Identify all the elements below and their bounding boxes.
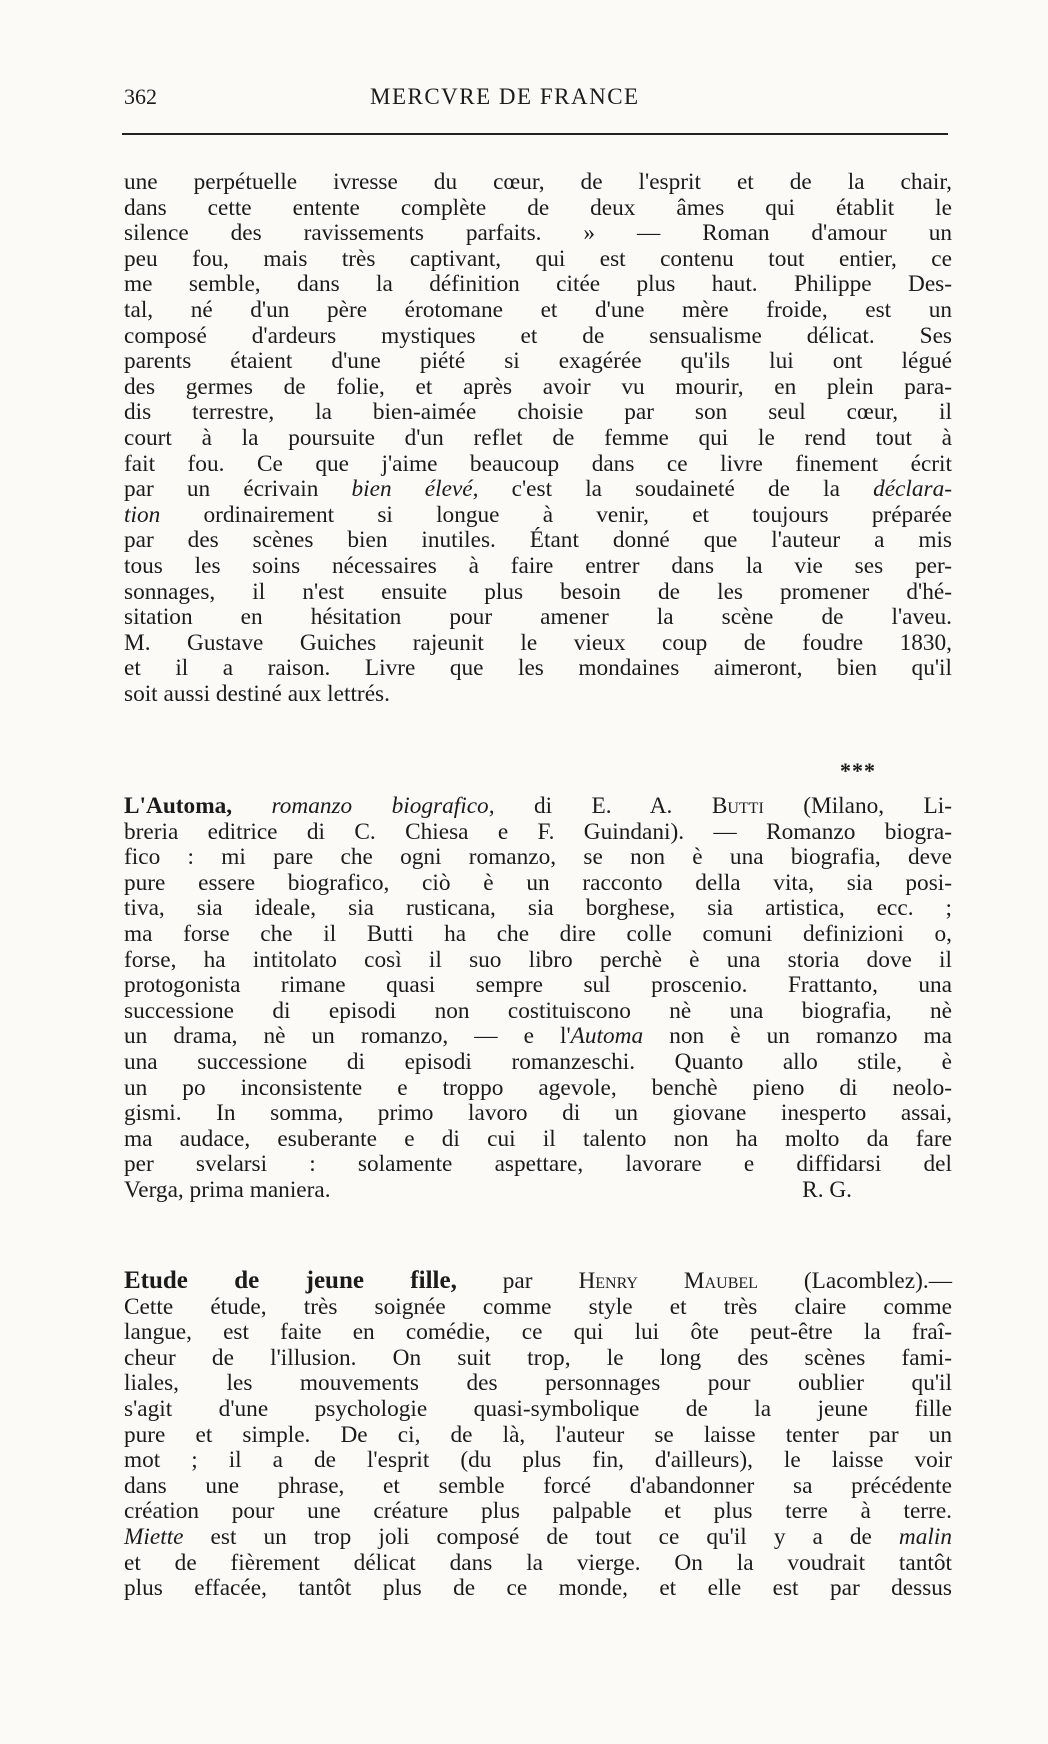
text-line: des germes de folie, et après avoir vu mourir, en plein para- bbox=[124, 373, 952, 400]
text-run: c'est la soudaineté de la bbox=[478, 476, 874, 503]
text-line: liales, les mouvements des personnages pour oublier qu'il bbox=[124, 1370, 952, 1397]
text-line: dans une phrase, et semble forcé d'abandonner sa précédente bbox=[124, 1472, 952, 1499]
text-line: Cette étude, très soignée comme style et très claire comme bbox=[124, 1293, 952, 1320]
text-line: una successione di episodi romanzeschi. Quanto allo stile, è bbox=[124, 1048, 952, 1075]
text-line: silence des ravissements parfaits. » — Roman d'amour un bbox=[124, 220, 952, 247]
review-automa bbox=[124, 794, 952, 1204]
review-heading bbox=[124, 1268, 952, 1295]
text-line: par des scènes bien inutiles. Étant donné que l'auteur a mis bbox=[124, 527, 952, 554]
text-line: parents étaient d'une piété si exagérée qu'ils lui ont légué bbox=[124, 348, 952, 375]
review-title: L'Automa, bbox=[124, 793, 233, 819]
text-line bbox=[124, 477, 952, 503]
text-line: forse, ha intitolato così il suo libro perchè è una storia dove il bbox=[124, 946, 952, 973]
text-line: gismi. In somma, primo lavoro di un giovane inesperto assai, bbox=[124, 1100, 952, 1127]
text-line: tal, né d'un père érotomane et d'une mère froide, est un bbox=[124, 296, 952, 323]
text-run: est un trop joli composé de tout ce qu'il y a de bbox=[183, 1523, 899, 1550]
text-line: et il a raison. Livre que les mondaines aimeront, bien qu'il bbox=[124, 655, 952, 682]
text-line bbox=[124, 1178, 952, 1204]
text-line: dans cette entente complète de deux âmes qui établit le bbox=[124, 194, 952, 221]
text-line: peu fou, mais très captivant, qui est contenu tout entier, ce bbox=[124, 245, 952, 272]
text-line: tiva, sia ideale, sia rusticana, sia borghese, sia artistica, ecc. ; bbox=[124, 895, 952, 922]
text-run: non è un romanzo ma bbox=[643, 1023, 952, 1050]
text-line: pure et simple. De ci, de là, l'auteur se laisse tenter par un bbox=[124, 1421, 952, 1448]
text-line: une perpétuelle ivresse du cœur, de l'esprit et de la chair, bbox=[124, 169, 952, 195]
running-head: MERCVRE DE FRANCE bbox=[370, 84, 640, 109]
text-line: successione di episodi non costituiscono nè una biografia, nè bbox=[124, 997, 952, 1024]
text-line: M. Gustave Guiches rajeunit le vieux coup de foudre 1830, bbox=[124, 629, 952, 656]
text-run: di E. A. bbox=[494, 793, 712, 819]
text-line: cheur de l'illusion. On suit trop, le long des scènes fami- bbox=[124, 1344, 952, 1371]
text-line: me semble, dans la définition citée plus haut. Philippe Des- bbox=[124, 271, 952, 298]
review-heading bbox=[124, 794, 952, 820]
text-line: mot ; il a de l'esprit (du plus fin, d'ailleurs), le laisse voir bbox=[124, 1447, 952, 1474]
text-run: par bbox=[456, 1268, 579, 1294]
review-author: Henry Maubel bbox=[578, 1268, 758, 1294]
text-run: un drama, nè un romanzo, — e l' bbox=[124, 1023, 571, 1050]
text-run: Verga, prima maniera. bbox=[124, 1176, 331, 1203]
text-line bbox=[124, 1525, 952, 1551]
italic-run: déclara- bbox=[873, 476, 952, 503]
text-line: sonnages, il n'est ensuite plus besoin de les promener d'hé- bbox=[124, 578, 952, 605]
text-line: dis terrestre, la bien-aimée choisie par son seul cœur, il bbox=[124, 399, 952, 426]
review-title: Etude de jeune fille, bbox=[124, 1267, 457, 1294]
italic-run: Automa bbox=[570, 1023, 644, 1050]
text-line: fico : mi pare che ogni romanzo, se non è una biografia, deve bbox=[124, 844, 952, 871]
text-line: ma audace, esuberante e di cui il talento non ha molto da fare bbox=[124, 1125, 952, 1152]
text-line bbox=[124, 503, 952, 529]
text-line: tous les soins nécessaires à faire entrer dans la vie ses per- bbox=[124, 552, 952, 579]
text-line: breria editrice di C. Chiesa e F. Guindani). — Romanzo biogra- bbox=[124, 818, 952, 845]
text-line: composé d'ardeurs mystiques et de sensualisme délicat. Ses bbox=[124, 322, 952, 349]
review-signature: R. G. bbox=[802, 1176, 852, 1203]
review-etude bbox=[124, 1268, 952, 1602]
text-line: soit aussi destiné aux lettrés. bbox=[124, 680, 390, 707]
review-publisher: (Lacomblez).— bbox=[757, 1268, 952, 1294]
text-line: court à la poursuite d'un reflet de femme qui le rend tout à bbox=[124, 424, 952, 451]
text-line: sitation en hésitation pour amener la scène de l'aveu. bbox=[124, 604, 952, 631]
text-line bbox=[124, 1024, 952, 1050]
text-line: pure essere biografico, ciò è un racconto della vita, sia posi- bbox=[124, 869, 952, 896]
text-line: protogonista rimane quasi sempre sul proscenio. Frattanto, una bbox=[124, 972, 952, 999]
italic-run: Miette bbox=[124, 1523, 184, 1550]
text-line: plus effacée, tantôt plus de ce monde, et elle est par dessus bbox=[124, 1575, 952, 1602]
text-line: per svelarsi : solamente aspettare, lavorare e diffidarsi del bbox=[124, 1151, 952, 1178]
page-header bbox=[118, 80, 948, 120]
text-line: création pour une créature plus palpable et plus terre à terre. bbox=[124, 1498, 952, 1525]
italic-run: tion bbox=[124, 501, 161, 528]
review-subtitle: romanzo biografico, bbox=[271, 793, 495, 819]
text-line: fait fou. Ce que j'aime beaucoup dans ce livre finement écrit bbox=[124, 450, 952, 477]
page-number: 362 bbox=[124, 84, 157, 109]
review-author: Butti bbox=[711, 793, 764, 819]
text-line: s'agit d'une psychologie quasi-symbolique de la jeune fille bbox=[124, 1395, 952, 1422]
review-publisher: (Milano, Li- bbox=[763, 793, 952, 819]
italic-run: bien élevé, bbox=[351, 476, 479, 503]
text-line: et de fièrement délicat dans la vierge. On la voudrait tantôt bbox=[124, 1549, 952, 1576]
header-rule bbox=[122, 133, 948, 135]
intro-paragraph bbox=[124, 170, 952, 707]
text-run: par un écrivain bbox=[124, 476, 352, 503]
text-run: ordinairement si longue à venir, et toujours préparée bbox=[160, 501, 952, 528]
section-separator: *** bbox=[840, 758, 876, 783]
text-line: langue, est faite en comédie, ce qui lui ôte peut-être la fraî- bbox=[124, 1319, 952, 1346]
text-line: un po inconsistente e troppo agevole, benchè pieno di neolo- bbox=[124, 1074, 952, 1101]
italic-run: malin bbox=[898, 1523, 952, 1550]
text-line: ma forse che il Butti ha che dire colle comuni definizioni o, bbox=[124, 920, 952, 947]
